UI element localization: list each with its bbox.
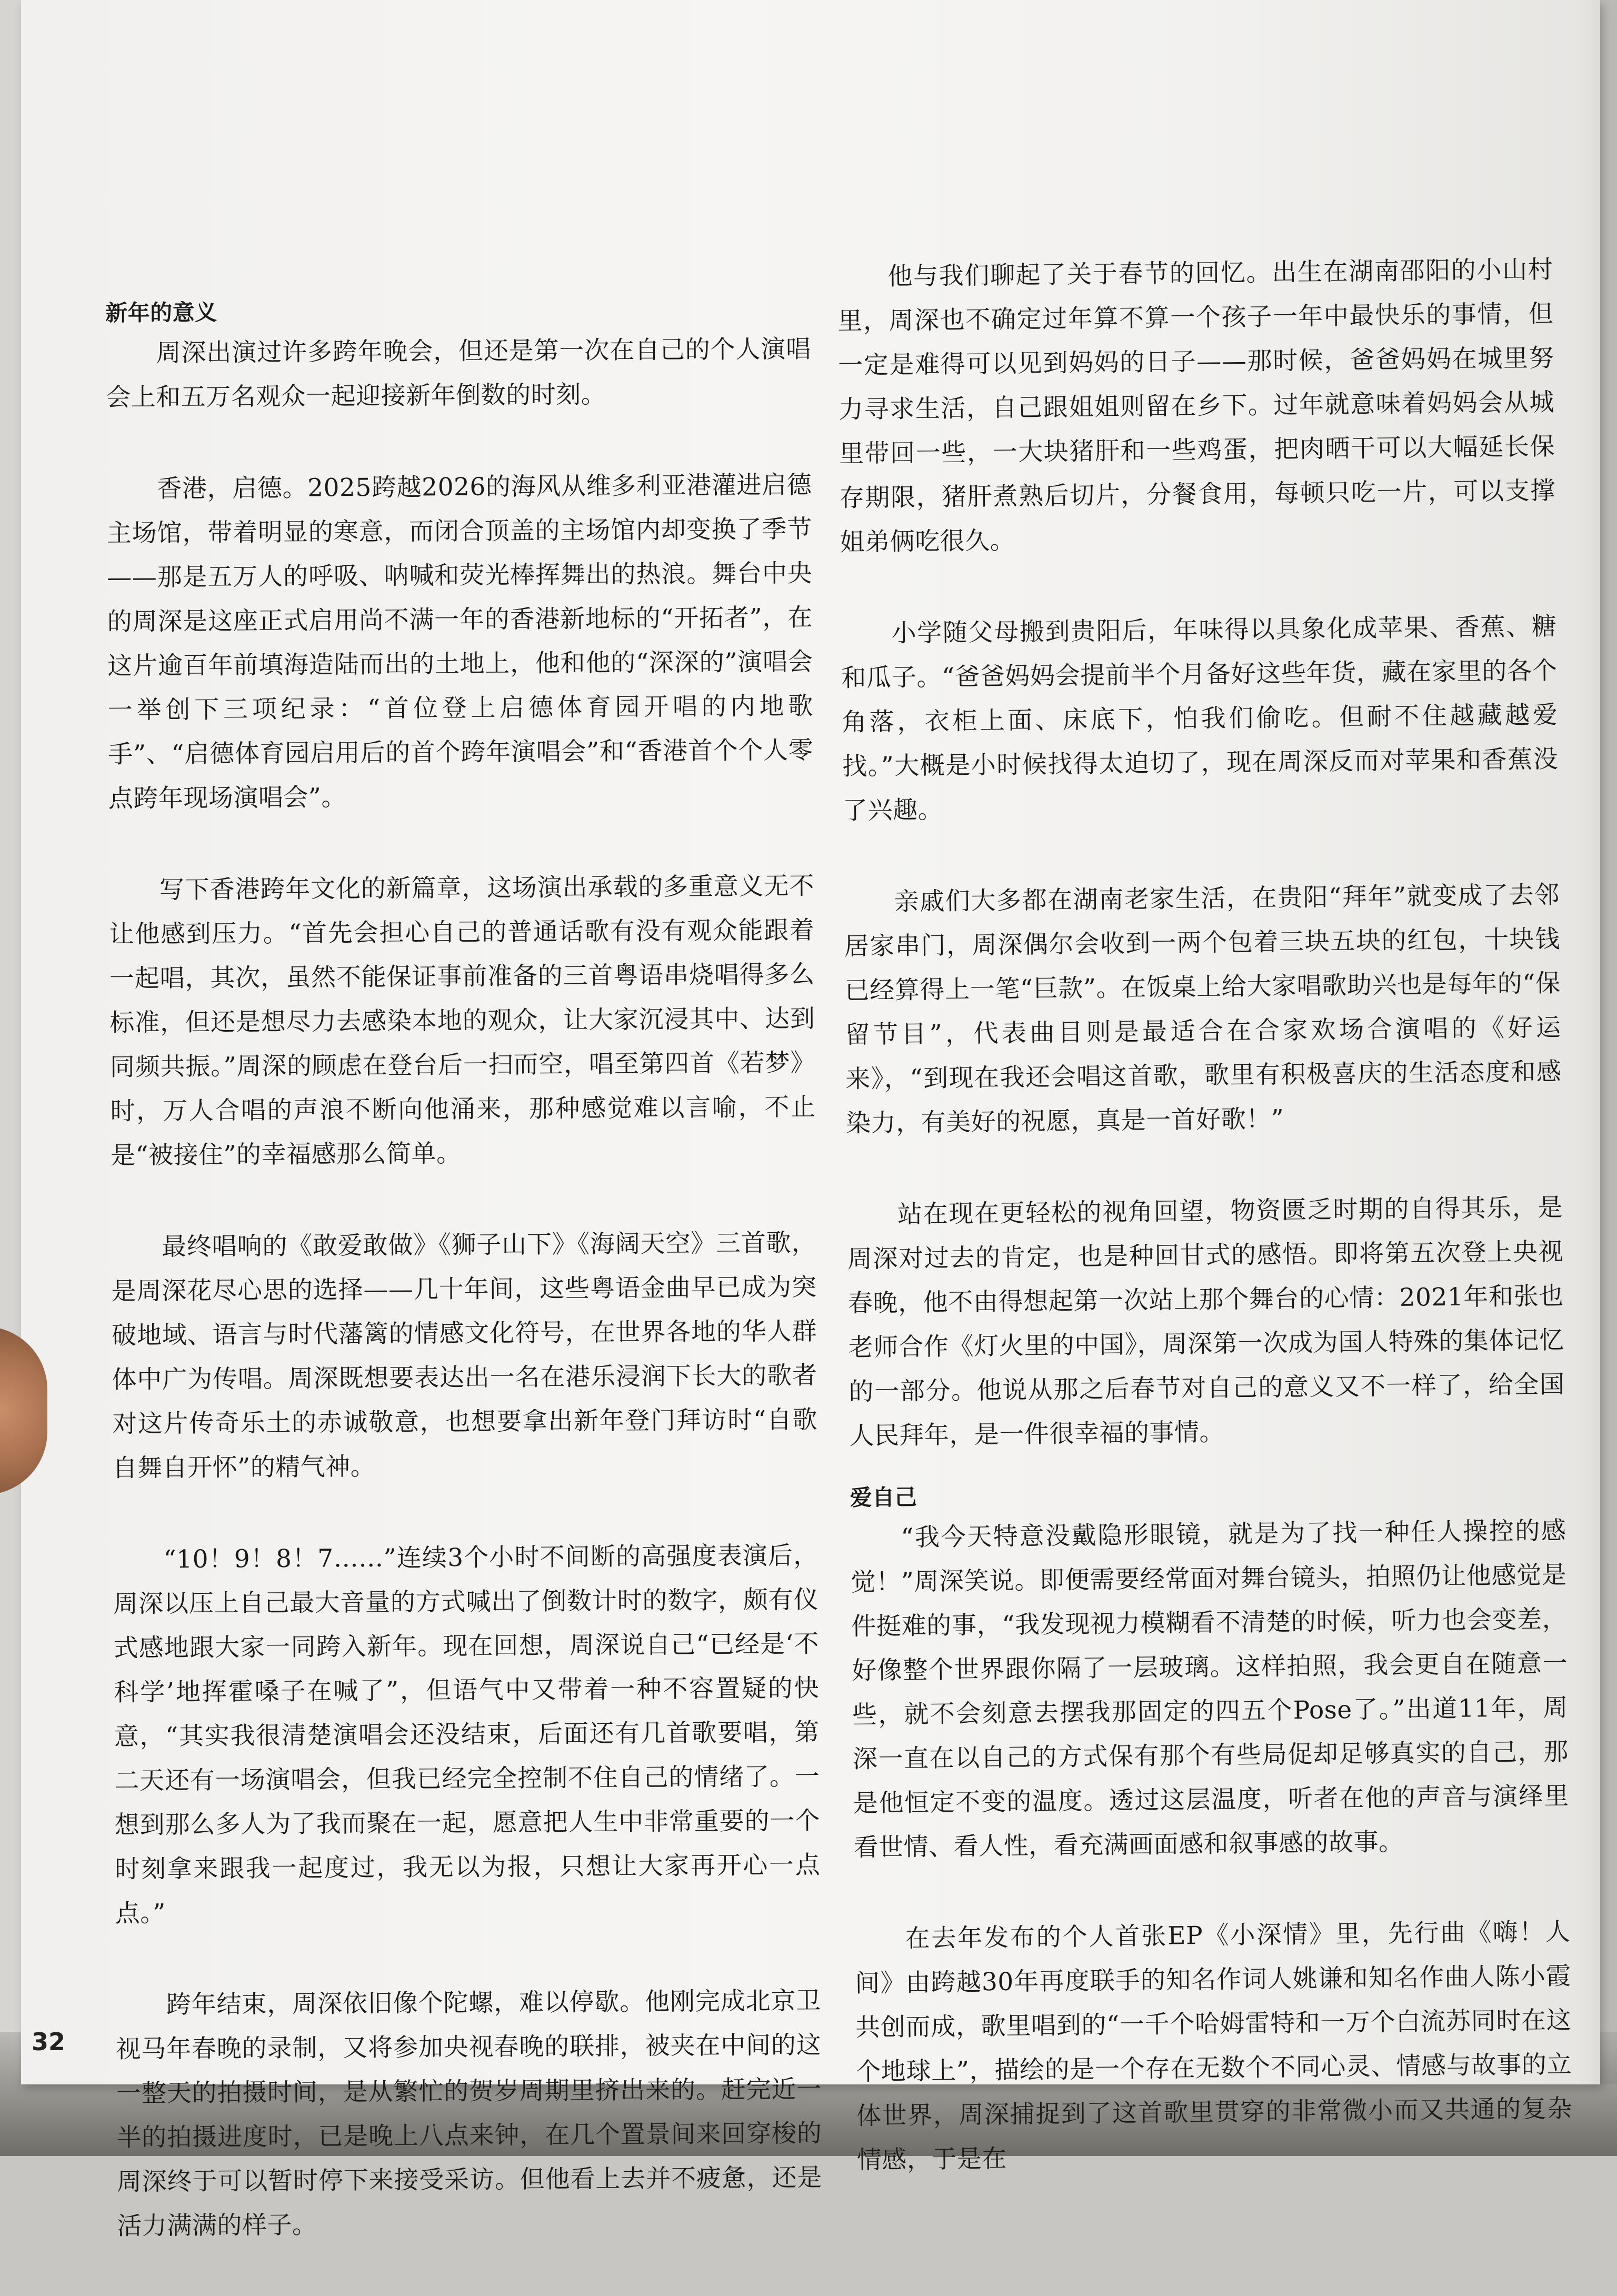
paragraph: 亲戚们大多都在湖南老家生活，在贵阳“拜年”就变成了去邻居家串门，周深偶尔会收到一两个包着三块五块的红包，十块钱已经算得上一笔“巨款”。在饭桌上给大家唱歌助兴也是每年的“保留节目”，代表曲目则是最适合在合家欢场合演唱的《好运来》，“到现在我还会唱这首歌，歌里有积极喜庆的生活态度和感染力，有美好的祝愿，真是一首好歌！”	[844, 880, 1562, 1138]
paragraph: 他与我们聊起了关于春节的回忆。出生在湖南邵阳的小山村里，周深也不确定过年算不算一个孩子一年中最快乐的事情，但一定是难得可以见到妈妈的日子——那时候，爸爸妈妈在城里努力寻求生活，自己跟姐姐则留在乡下。过年就意味着妈妈会从城里带回一些，一大块猪肝和一些鸡蛋，把肉晒干可以大幅延长保存期限，猪肝煮熟后切片，分餐食用，每顿只吃一片，可以支撑姐弟俩吃很久。	[837, 255, 1556, 557]
page-gutter-shadow	[1579, 0, 1617, 2084]
paragraph: 香港，启德。2025跨越2026的海风从维多利亚港灌进启德主场馆，带着明显的寒意，而闭合顶盖的主场馆内却变换了季节——那是五万人的呼吸、呐喊和荧光棒挥舞出的热浪。舞台中央的周深是这座正式启用尚不满一年的香港新地标的“开拓者”，在这片逾百年前填海造陆而出的土地上，他和他的“深深的”演唱会一举创下三项纪录：“首位登上启德体育园开唱的内地歌手”、“启德体育园启用后的首个跨年演唱会”和“香港首个个人零点跨年现场演唱会”。	[106, 470, 814, 813]
paragraph: 小学随父母搬到贵阳后，年味得以具象化成苹果、香蕉、糖和瓜子。“爸爸妈妈会提前半个月备好这些年货，藏在家里的各个角落，衣柜上面、床底下，怕我们偷吃。但耐不住越藏越爱找。”大概是小时候找得太迫切了，现在周深反而对苹果和香蕉没了兴趣。	[841, 612, 1559, 825]
paragraph: 跨年结束，周深依旧像个陀螺，难以停歇。他刚完成北京卫视马年春晚的录制，又将参加央视春晚的联排，被夹在中间的这一整天的拍摄时间，是从繁忙的贺岁周期里挤出来的。赶完近一半的拍摄进度时，已是晚上八点来钟，在几个置景间来回穿梭的周深终于可以暂时停下来接受采访。但他看上去并不疲惫，还是活力满满的样子。	[116, 1986, 823, 2241]
page-number: 32	[32, 2028, 66, 2056]
paragraph: “10！9！8！7……”连续3个小时不间断的高强度表演后，周深以压上自己最大音量的方式喊出了倒数计时的数字，颇有仪式感地跟大家一同跨入新年。现在回想，周深说自己“已经是‘不科学’地挥霍嗓子在喊了”，但语气中又带着一种不容置疑的快意，“其实我很清楚演唱会还没结束，后面还有几首歌要唱，第二天还有一场演唱会，但我已经完全控制不住自己的情绪了。一想到那么多人为了我而聚在一起，愿意把人生中非常重要的一个时刻拿来跟我一起度过，我无以为报，只想让大家再开心一点点。”	[113, 1541, 821, 1928]
paragraph: 最终唱响的《敢爱敢做》《狮子山下》《海阔天空》三首歌，是周深花尽心思的选择——几十年间，这些粤语金曲早已成为突破地域、语言与时代藩篱的情感文化符号，在世界各地的华人群体中广为传唱。周深既想要表达出一名在港乐浸润下长大的歌者对这片传奇乐土的赤诚敬意，也想要拿出新年登门拜访时“自歌自舞自开怀”的精气神。	[111, 1228, 818, 1483]
section-heading-new-year-meaning: 新年的意义	[105, 299, 217, 326]
paragraph: “我今天特意没戴隐形眼镜，就是为了找一种任人操控的感觉！”周深笑说。即便需要经常面对舞台镜头，拍照仍让他感觉是件挺难的事，“我发现视力模糊看不清楚的时候，听力也会变差，好像整个世界跟你隔了一层玻璃。这样拍照，我会更自在随意一些，就不会刻意去摆我那固定的四五个Pose了。”出道11年，周深一直在以自己的方式保有那个有些局促却足够真实的自己，那是他恒定不变的温度。透过这层温度，听者在他的声音与演绎里看世情、看人性，看充满画面感和叙事感的故事。	[851, 1516, 1570, 1862]
paragraph: 站在现在更轻松的视角回望，物资匮乏时期的自得其乐，是周深对过去的肯定，也是种回甘式的感悟。即将第五次登上央视春晚，他不由得想起第一次站上那个舞台的心情：2021年和张也老师合作《灯火里的中国》，周深第一次成为国人特殊的集体记忆的一部分。他说从那之后春节对自己的意义又不一样了，给全国人民拜年，是一件很幸福的事情。	[847, 1193, 1565, 1451]
paragraph: 写下香港跨年文化的新篇章，这场演出承载的多重意义无不让他感到压力。“首先会担心自己的普通话歌有没有观众能跟着一起唱，其次，虽然不能保证事前准备的三首粤语串烧唱得多么标准，但还是想尽力去感染本地的观众，让大家沉浸其中、达到同频共振。”周深的顾虑在登台后一扫而空，唱至第四首《若梦》时，万人合唱的声浪不断向他涌来，那种感觉难以言喻，不止是“被接住”的幸福感那么简单。	[109, 871, 816, 1170]
paragraph: 在去年发布的个人首张EP《小深情》里，先行曲《嗨！人间》由跨越30年再度联手的知名作词人姚谦和知名作曲人陈小霞共创而成，歌里唱到的“一千个哈姆雷特和一万个白流苏同时在这个地球上”，描绘的是一个存在无数个不同心灵、情感与故事的立体世界，周深捕捉到了这首歌里贯穿的非常微小而又共通的复杂情感，于是在	[855, 1917, 1573, 2175]
right-column	[837, 248, 1573, 2230]
left-column	[105, 291, 823, 2296]
paragraph: 周深出演过许多跨年晚会，但还是第一次在自己的个人演唱会上和五万名观众一起迎接新年倒数的时刻。	[106, 334, 811, 412]
section-heading-love-yourself: 爱自己	[850, 1484, 917, 1511]
